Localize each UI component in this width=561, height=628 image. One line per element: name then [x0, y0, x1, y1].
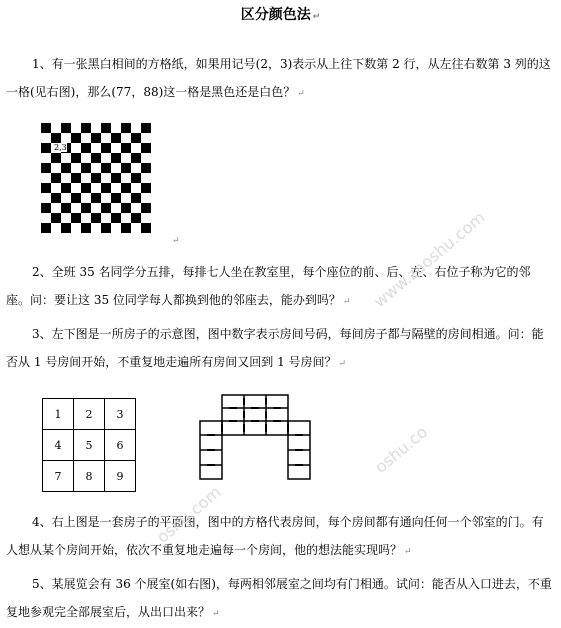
checker-square: [81, 183, 91, 193]
checker-square: [111, 173, 121, 183]
checker-square: [81, 143, 91, 153]
checker-square: [121, 223, 131, 233]
grid-cell: 7: [43, 461, 74, 492]
watermark: www.zaoshu.com: [370, 207, 489, 312]
checker-square: [41, 123, 51, 133]
grid-row: [43, 430, 136, 461]
checker-square: [111, 193, 121, 203]
return-mark: ↵: [172, 236, 180, 246]
checker-square: [71, 173, 81, 183]
checker-square: [61, 123, 71, 133]
checker-square: [81, 203, 91, 213]
problem-5: 5、某展览会有 36 个展室(如右图)，每两相邻展室之间均有门相通。试问：能否从入口进去，不重复地参观完全部展室后，从出口出来？ ↵: [6, 577, 552, 619]
checker-square: [121, 143, 131, 153]
checker-square: [141, 203, 151, 213]
checker-square: [61, 183, 71, 193]
watermark: oshu.com: [152, 482, 225, 547]
checker-square: [41, 203, 51, 213]
checker-square: [71, 213, 81, 223]
grid-cell: 5: [74, 430, 105, 461]
checker-square: [141, 143, 151, 153]
checker-square: [91, 193, 101, 203]
checker-square: [81, 223, 91, 233]
grid-cell: 6: [105, 430, 136, 461]
checker-square: [61, 223, 71, 233]
grid-cell: 9: [105, 461, 136, 492]
checker-square: [111, 133, 121, 143]
grid-row: [43, 461, 136, 492]
checker-square: [41, 163, 51, 173]
checker-square: [121, 123, 131, 133]
checker-square: [121, 183, 131, 193]
checker-square: [111, 153, 121, 163]
checker-square: [91, 153, 101, 163]
checker-square: [111, 213, 121, 223]
checker-square: [101, 223, 111, 233]
watermark: oshu.co: [371, 422, 431, 477]
checker-square: [41, 183, 51, 193]
checker-square: [91, 213, 101, 223]
problem-2: 2、全班 35 名同学分五排，每排七人坐在教室里，每个座位的前、后、左、右位子称为它的邻座。问：要让这 35 位同学每人都换到他的邻座去，能办到吗？ ↵: [6, 265, 531, 307]
checker-square: [51, 193, 61, 203]
grid-row: [43, 399, 136, 430]
checker-square: [131, 173, 141, 183]
checkerboard-figure: [41, 123, 151, 233]
checker-square: [141, 123, 151, 133]
page-title: 区分颜色法 ↵: [240, 7, 321, 23]
checker-cell-label: 2,3: [54, 143, 67, 152]
checker-square: [101, 183, 111, 193]
checker-square: [131, 153, 141, 163]
checker-square: [101, 163, 111, 173]
problem-1: 1、有一张黑白相间的方格纸，如果用记号(2，3)表示从上往下数第 2 行，从左往右数第 3 列的这一格(见右图)，那么(77，88)这一格是黑色还是白色？ ↵: [6, 57, 551, 99]
checker-square: [91, 133, 101, 143]
checker-square: [91, 173, 101, 183]
checker-square: [71, 193, 81, 203]
grid-cell: 2: [74, 399, 105, 430]
checker-square: [101, 143, 111, 153]
checker-square: [141, 223, 151, 233]
grid-cell: 3: [105, 399, 136, 430]
checker-square: [101, 123, 111, 133]
checker-square: [131, 133, 141, 143]
checker-square: [61, 163, 71, 173]
checker-square: [101, 203, 111, 213]
checker-square: [61, 203, 71, 213]
checker-square: [41, 143, 51, 153]
checker-square: [131, 213, 141, 223]
checker-square: [121, 203, 131, 213]
checker-square: [41, 223, 51, 233]
problem-4: 4、右上图是一套房子的平面图，图中的方格代表房间，每个房间都有通向任何一个邻室的门。有人想从某个房间开始，依次不重复地走遍每一个房间，他的想法能实现吗？ ↵: [6, 515, 544, 557]
checker-square: [131, 193, 141, 203]
checker-square: [121, 163, 131, 173]
checker-square: [71, 153, 81, 163]
grid-cell: 1: [43, 399, 74, 430]
floor-plan-figure: [196, 393, 314, 481]
checker-square: [51, 173, 61, 183]
grid-cell: 8: [74, 461, 105, 492]
checker-square: [51, 213, 61, 223]
problem-3: 3、左下图是一所房子的示意图，图中数字表示房间号码，每间房子都与隔壁的房间相通。问：能否从 1 号房间开始，不重复地走遍所有房间又回到 1 号房间？ ↵: [6, 327, 544, 369]
room-number-grid: [42, 398, 136, 492]
checker-square: [81, 163, 91, 173]
checker-square: [141, 163, 151, 173]
checker-square: [71, 133, 81, 143]
checker-square: [51, 153, 61, 163]
checker-square: [141, 183, 151, 193]
checker-square: [81, 123, 91, 133]
checker-square: [51, 133, 61, 143]
grid-cell: 4: [43, 430, 74, 461]
